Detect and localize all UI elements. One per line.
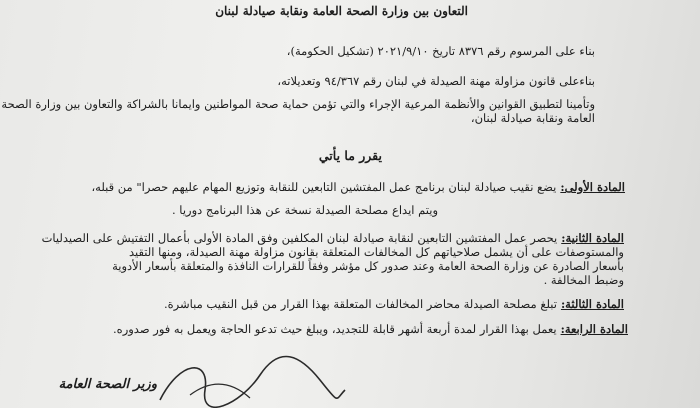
article-1-line-2: ويتم ايداع مصلحة الصيدلة نسخة عن هذا البرنامج دوريا . bbox=[172, 203, 438, 217]
article-4-text: يعمل بهذا القرار لمدة أربعة أشهر قابلة للتجديد، ويبلغ حيث تدعو الحاجة ويعمل به فور صدوره. bbox=[113, 322, 557, 336]
preamble-purpose-cont: العامة ونقابة صيادلة لبنان، bbox=[470, 111, 595, 125]
signature-title bbox=[59, 378, 157, 392]
article-3 bbox=[164, 297, 624, 311]
preamble-purpose: وتأمينا لتطبيق القوانين والأنظمة المرعية الإجراء والتي تؤمن حماية صحة المواطنين وايمانا بالشراكة والتعاون بين وزارة الصحة bbox=[1, 97, 595, 111]
article-3-text: تبلغ مصلحة الصيدلة محاضر المخالفات المتعلقة بهذا القرار من قبل النقيب مباشرة. bbox=[163, 297, 557, 311]
article-4-label: المادة الرابعة: bbox=[560, 322, 628, 336]
signature-scribble-icon bbox=[150, 350, 350, 408]
document-title: التعاون بين وزارة الصحة العامة ونقابة صيادلة لبنان bbox=[215, 4, 468, 18]
article-2-line-2: والمستوصفات على أن يشمل صلاحياتهم كل المخالفات المتعلقة بقانون مزاولة مهنة الصيدلة، ومنها التقيد bbox=[128, 245, 624, 259]
article-2-line-3: بأسعار الصادرة عن وزارة الصحة العامة وعند صدور كل مؤشر وفقاً للقرارات النافذة والمتعلقة بأسعار الأدوية bbox=[112, 259, 624, 273]
article-4 bbox=[113, 322, 628, 336]
decision-heading: يقرر ما يأتي bbox=[318, 148, 382, 163]
article-1-label: المادة الأولى: bbox=[560, 180, 625, 194]
article-2 bbox=[42, 231, 624, 245]
article-2-label: المادة الثانية: bbox=[561, 231, 624, 245]
article-2-line-4: وضبط المخالفة . bbox=[543, 273, 624, 287]
article-2-text: يحصر عمل المفتشين التابعين لنقابة صيادلة لبنان المكلفين وفق المادة الأولى بأعمال التفتيش على الصيدليات bbox=[41, 231, 558, 245]
signature-line-1: وزير bbox=[133, 377, 157, 392]
preamble-decree: بناء على المرسوم رقم ٨٣٧٦ تاريخ ٢٠٢١/٩/١٠ (تشكيل الحكومة)، bbox=[286, 44, 595, 58]
signature-line-2: الصحة العامة bbox=[58, 377, 130, 392]
article-1-text: يضع نقيب صيادلة لبنان برنامج عمل المفتشين التابعين للنقابة وتوزيع المهام عليهم حصرا" من قبله، bbox=[91, 180, 557, 194]
article-3-label: المادة الثالثة: bbox=[560, 297, 624, 311]
article-1 bbox=[91, 180, 625, 194]
preamble-law: بناءعلى قانون مزاولة مهنة الصيدلة في لبنان رقم ٩٤/٣٦٧ وتعديلاته، bbox=[277, 74, 595, 88]
